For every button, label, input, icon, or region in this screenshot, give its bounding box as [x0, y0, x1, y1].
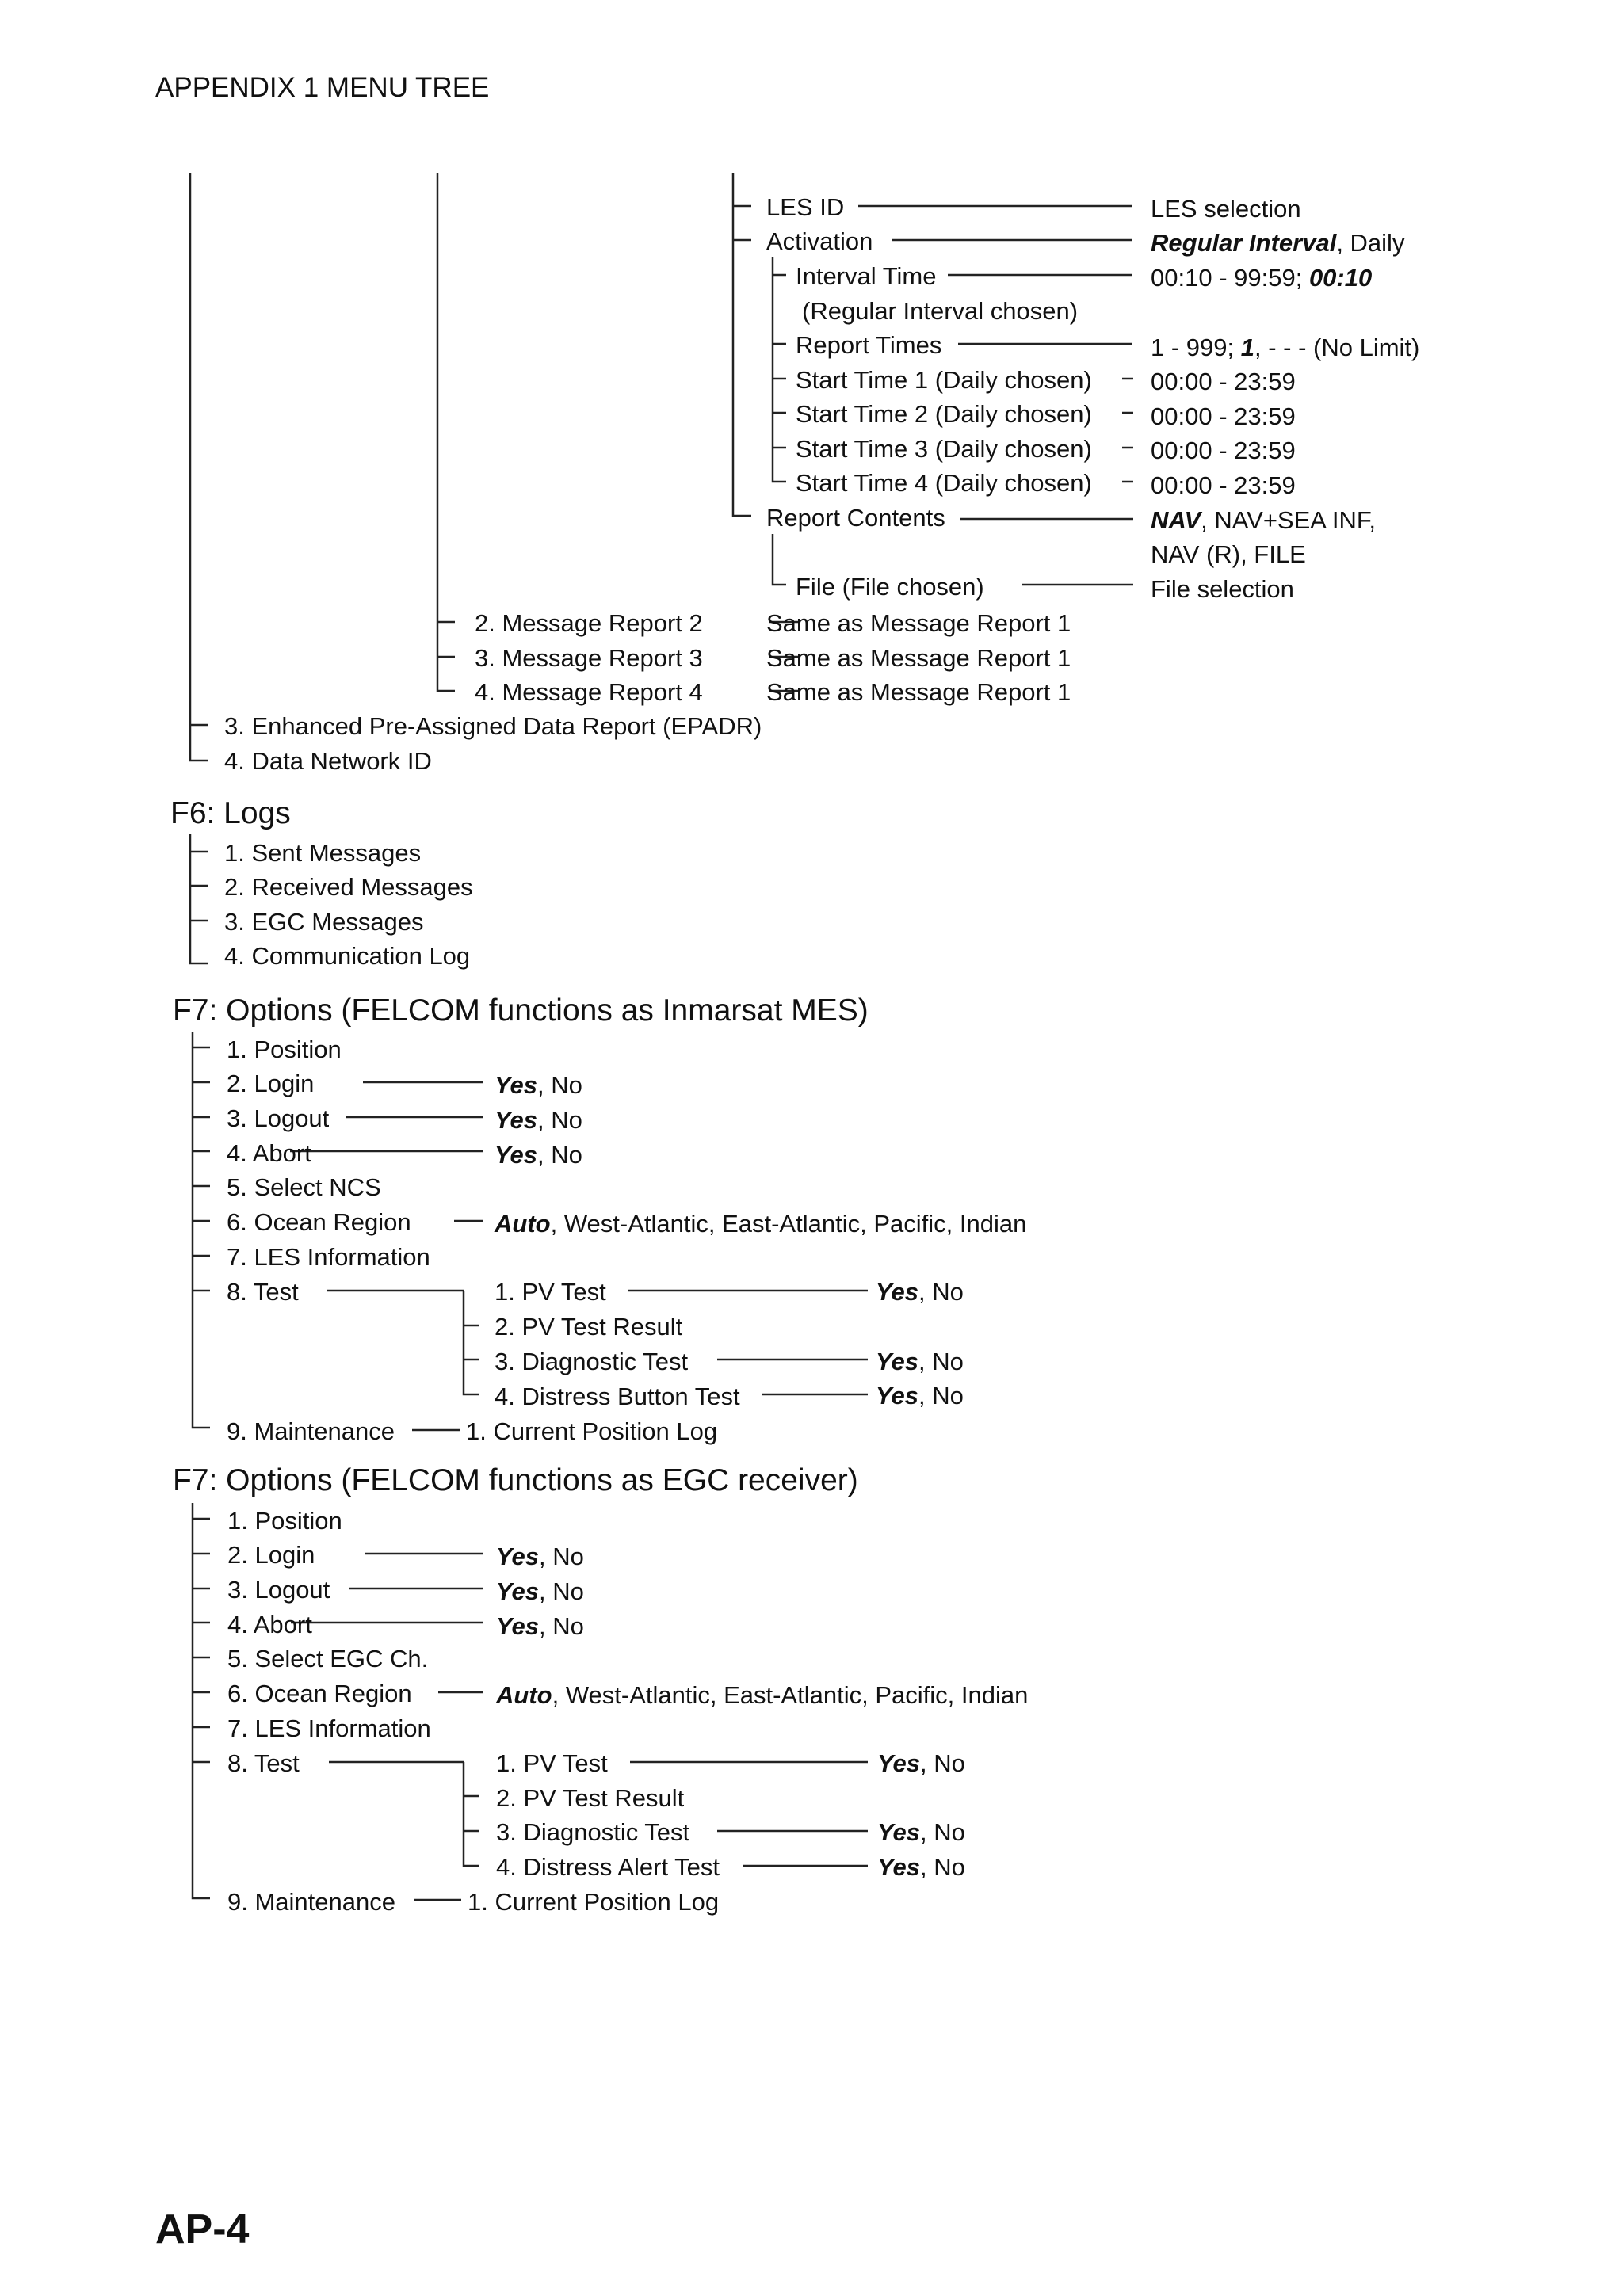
f7-egc-test-diagnostic-test: 3. Diagnostic Test — [496, 1818, 690, 1846]
interval-time-note: (Regular Interval chosen) — [802, 297, 1079, 325]
f7-egc-item-les-information: 7. LES Information — [227, 1714, 431, 1742]
interval-time-range: 00:10 - 99:59; — [1151, 264, 1309, 292]
interval-time-value — [1151, 265, 1372, 290]
report-contents-options: , NAV+SEA INF, — [1201, 506, 1376, 534]
data-network-id-item: 4. Data Network ID — [224, 747, 432, 775]
f7-egc-item-maintenance: 9. Maintenance — [227, 1888, 395, 1916]
f7-mes-diagnostic-test-value — [876, 1349, 964, 1374]
f7-egc-heading: F7: Options (FELCOM functions as EGC receiver) — [173, 1463, 858, 1497]
message-report-4-value: Same as Message Report 1 — [766, 678, 1071, 706]
interval-time-default: 00:10 — [1308, 264, 1373, 292]
report-contents-label: Report Contents — [766, 504, 945, 532]
f7-egc-login-options: , No — [539, 1543, 584, 1570]
file-value: File selection — [1151, 575, 1294, 603]
f7-mes-test-pv-test: 1. PV Test — [495, 1278, 606, 1306]
file-label: File (File chosen) — [796, 573, 984, 601]
f7-egc-pv-test-default: Yes — [877, 1749, 921, 1777]
epadr-item: 3. Enhanced Pre-Assigned Data Report (EPADR) — [224, 712, 762, 740]
start-time-2-label: Start Time 2 (Daily chosen) — [796, 400, 1092, 428]
f7-mes-test-distress-button-test: 4. Distress Button Test — [495, 1383, 740, 1410]
f7-mes-abort-value — [495, 1142, 582, 1167]
page-header-title: APPENDIX 1 MENU TREE — [155, 72, 490, 103]
f7-mes-item-les-information: 7. LES Information — [227, 1243, 430, 1271]
f7-mes-diagnostic-test-options: , No — [918, 1348, 964, 1375]
f7-egc-distress-alert-test-default: Yes — [877, 1853, 921, 1881]
report-times-label: Report Times — [796, 331, 942, 359]
f7-mes-item-abort: 4. Abort — [227, 1139, 311, 1167]
f7-mes-distress-button-test-value — [876, 1383, 964, 1408]
f7-mes-ocean-region-default: Auto — [495, 1210, 551, 1238]
message-report-2-value: Same as Message Report 1 — [766, 609, 1071, 637]
f7-egc-item-login: 2. Login — [227, 1541, 315, 1569]
f7-egc-pv-test-value — [877, 1751, 965, 1775]
activation-label: Activation — [766, 227, 873, 255]
f7-mes-login-options: , No — [537, 1071, 582, 1099]
f7-egc-test-distress-alert-test: 4. Distress Alert Test — [496, 1853, 720, 1881]
f7-egc-distress-alert-test-options: , No — [920, 1853, 965, 1881]
start-time-1-value: 00:00 - 23:59 — [1151, 368, 1296, 395]
f7-mes-item-logout: 3. Logout — [227, 1104, 330, 1132]
les-id-value: LES selection — [1151, 195, 1301, 223]
activation-default: Regular Interval — [1151, 229, 1337, 257]
message-report-4-label: 4. Message Report 4 — [475, 678, 703, 706]
activation-value — [1151, 231, 1404, 255]
f7-egc-item-select-egc-ch: 5. Select EGC Ch. — [227, 1645, 429, 1672]
f7-egc-login-default: Yes — [496, 1543, 540, 1570]
f7-mes-abort-default: Yes — [495, 1141, 538, 1169]
f7-egc-test-pv-test: 1. PV Test — [496, 1749, 608, 1777]
f7-mes-test-pv-test-result: 2. PV Test Result — [495, 1313, 683, 1341]
report-times-value — [1151, 335, 1419, 360]
start-time-4-label: Start Time 4 (Daily chosen) — [796, 469, 1092, 497]
f7-egc-logout-default: Yes — [496, 1577, 540, 1605]
f6-logs-heading: F6: Logs — [170, 796, 291, 830]
f6-item-received-messages: 2. Received Messages — [224, 873, 473, 901]
activation-options: , Daily — [1336, 229, 1405, 257]
f7-mes-pv-test-value — [876, 1280, 964, 1304]
f7-egc-diagnostic-test-default: Yes — [877, 1818, 921, 1846]
f7-egc-item-ocean-region: 6. Ocean Region — [227, 1680, 412, 1707]
f7-egc-logout-options: , No — [539, 1577, 584, 1605]
f7-mes-maintenance-current-position-log: 1. Current Position Log — [466, 1417, 718, 1445]
report-contents-default: NAV — [1151, 506, 1201, 534]
f7-egc-item-logout: 3. Logout — [227, 1576, 330, 1604]
f7-egc-item-abort: 4. Abort — [227, 1611, 312, 1638]
f7-egc-ocean-region-default: Auto — [496, 1681, 552, 1709]
f7-egc-maintenance-current-position-log: 1. Current Position Log — [468, 1888, 720, 1916]
les-id-label: LES ID — [766, 193, 845, 221]
report-contents-value — [1151, 508, 1376, 532]
f7-mes-pv-test-options: , No — [918, 1278, 964, 1306]
message-report-3-label: 3. Message Report 3 — [475, 644, 703, 672]
message-report-3-value: Same as Message Report 1 — [766, 644, 1071, 672]
start-time-3-label: Start Time 3 (Daily chosen) — [796, 435, 1092, 463]
f7-egc-item-test: 8. Test — [227, 1749, 300, 1777]
f7-egc-item-position: 1. Position — [227, 1507, 342, 1535]
f7-egc-logout-value — [496, 1579, 584, 1604]
report-contents-value-line2: NAV (R), FILE — [1151, 540, 1306, 568]
f7-mes-test-diagnostic-test: 3. Diagnostic Test — [495, 1348, 689, 1375]
report-times-range: 1 - 999; — [1151, 334, 1241, 361]
f7-egc-login-value — [496, 1544, 584, 1569]
f7-egc-test-pv-test-result: 2. PV Test Result — [496, 1784, 685, 1812]
f7-egc-abort-default: Yes — [496, 1612, 540, 1640]
start-time-2-value: 00:00 - 23:59 — [1151, 402, 1296, 430]
f7-mes-ocean-region-options: , West-Atlantic, East-Atlantic, Pacific, Indian — [550, 1210, 1027, 1238]
start-time-4-value: 00:00 - 23:59 — [1151, 471, 1296, 499]
report-times-rest: , - - - (No Limit) — [1254, 334, 1420, 361]
message-report-2-label: 2. Message Report 2 — [475, 609, 703, 637]
f7-mes-abort-options: , No — [537, 1141, 582, 1169]
f7-egc-ocean-region-value — [496, 1683, 1028, 1707]
f7-mes-item-maintenance: 9. Maintenance — [227, 1417, 395, 1445]
f7-mes-item-login: 2. Login — [227, 1070, 315, 1097]
f7-egc-ocean-region-options: , West-Atlantic, East-Atlantic, Pacific, Indian — [552, 1681, 1029, 1709]
page-number: AP-4 — [155, 2206, 250, 2252]
f7-egc-pv-test-options: , No — [920, 1749, 965, 1777]
f7-egc-diagnostic-test-value — [877, 1820, 965, 1844]
f7-mes-logout-value — [495, 1108, 582, 1132]
interval-time-label: Interval Time — [796, 262, 937, 290]
report-times-default: 1 — [1240, 334, 1254, 361]
f6-item-egc-messages: 3. EGC Messages — [224, 908, 424, 936]
f7-mes-login-default: Yes — [495, 1071, 538, 1099]
f7-mes-pv-test-default: Yes — [876, 1278, 919, 1306]
f7-egc-diagnostic-test-options: , No — [920, 1818, 965, 1846]
f7-mes-diagnostic-test-default: Yes — [876, 1348, 919, 1375]
f7-mes-item-position: 1. Position — [227, 1035, 342, 1063]
f7-egc-abort-options: , No — [539, 1612, 584, 1640]
start-time-1-label: Start Time 1 (Daily chosen) — [796, 366, 1092, 394]
start-time-3-value: 00:00 - 23:59 — [1151, 437, 1296, 464]
f7-mes-item-test: 8. Test — [227, 1278, 299, 1306]
f6-item-sent-messages: 1. Sent Messages — [224, 839, 422, 867]
f7-egc-distress-alert-test-value — [877, 1855, 965, 1879]
f6-item-communication-log: 4. Communication Log — [224, 942, 471, 970]
f7-egc-abort-value — [496, 1614, 584, 1638]
f7-mes-distress-button-test-options: , No — [918, 1382, 964, 1409]
f7-mes-distress-button-test-default: Yes — [876, 1382, 919, 1409]
f7-mes-ocean-region-value — [495, 1211, 1026, 1236]
f7-mes-logout-options: , No — [537, 1106, 582, 1134]
f7-mes-item-ocean-region: 6. Ocean Region — [227, 1208, 411, 1236]
f7-mes-logout-default: Yes — [495, 1106, 538, 1134]
f7-mes-login-value — [495, 1073, 582, 1097]
f7-mes-heading: F7: Options (FELCOM functions as Inmarsat MES) — [173, 994, 869, 1028]
f7-mes-item-select-ncs: 5. Select NCS — [227, 1173, 381, 1201]
